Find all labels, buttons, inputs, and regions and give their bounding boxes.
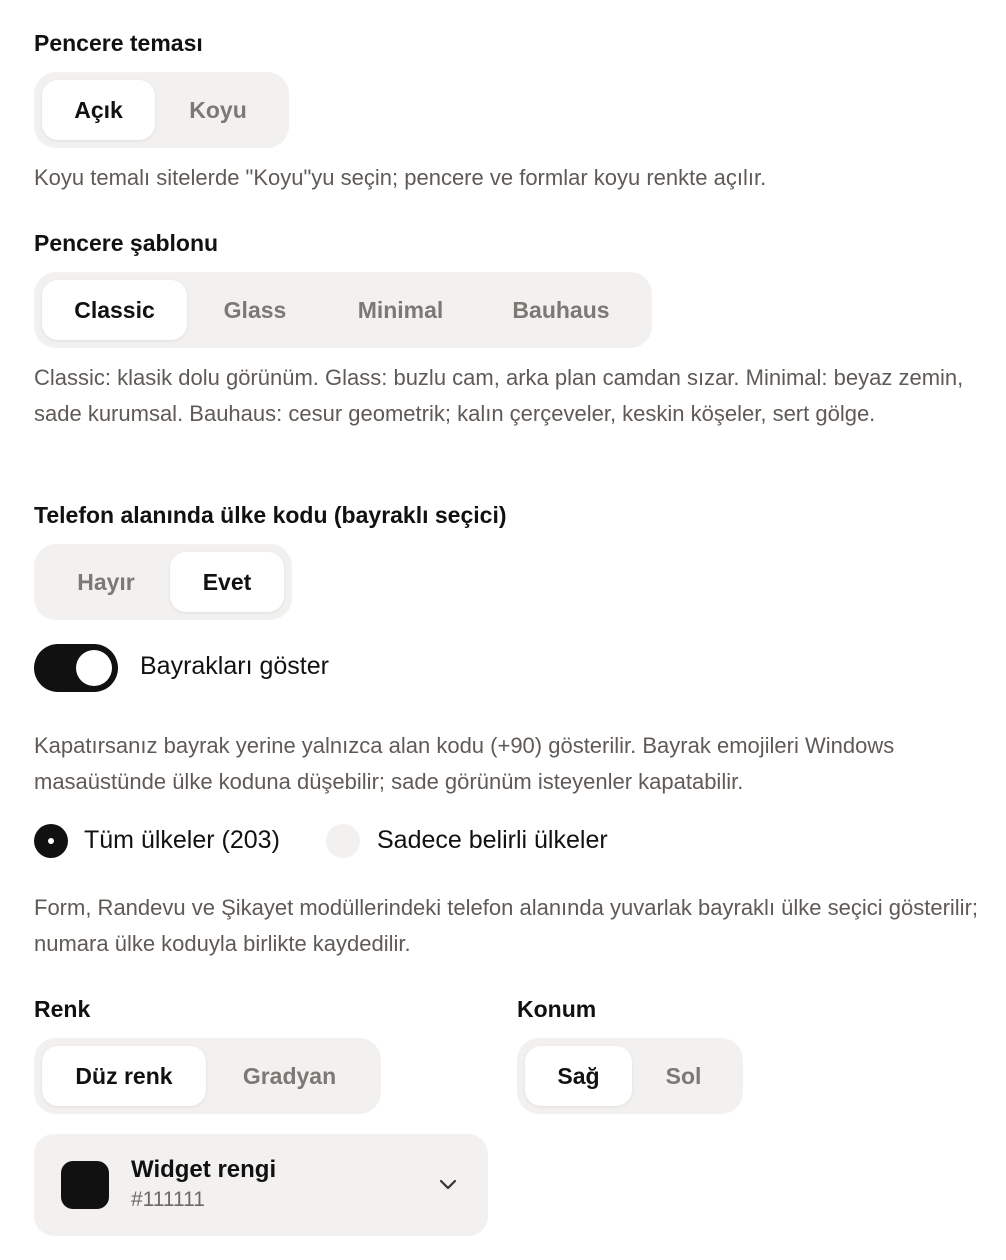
flags-help: Kapatırsanız bayrak yerine yalnızca alan kodu (+90) gösterilir. Bayrak emojileri Windows masaüstünde ülke koduna düşebilir; sade görünüm isteyenler kapatabilir. [34,733,895,794]
phone-help: Form, Randevu ve Şikayet modüllerindeki telefon alanında yuvarlak bayraklı ülke seçici gösterilir; numara ülke koduyla birlikte kaydedilir. [34,895,979,956]
phone-segmented [34,544,292,620]
theme-option-light[interactable]: Açık [42,80,155,140]
color-title: Renk [34,996,91,1022]
widget-color-value: #111111 [131,1188,205,1211]
radio-all-countries[interactable] [34,824,68,858]
color-swatch [61,1161,109,1209]
template-option-glass[interactable]: Glass [223,296,287,323]
phone-title: Telefon alanında ülke kodu (bayraklı seçici) [34,502,507,528]
template-title: Pencere şablonu [34,230,219,256]
template-option-minimal[interactable]: Minimal [357,296,444,323]
flags-toggle[interactable] [34,644,118,692]
template-option-classic[interactable]: Classic [42,280,187,340]
position-option-right[interactable]: Sağ [525,1046,632,1106]
chevron-down-icon[interactable] [438,1174,458,1194]
template-segmented [34,272,652,348]
theme-option-dark[interactable]: Koyu [189,96,247,123]
flags-toggle-label: Bayrakları göster [140,652,329,680]
theme-segmented [34,72,289,148]
color-segmented [34,1038,381,1114]
radio-all-countries-label: Tüm ülkeler (203) [84,826,280,854]
phone-option-yes[interactable]: Evet [170,552,284,612]
theme-help: Koyu temalı sitelerde "Koyu"yu seçin; pencere ve formlar koyu renkte açılır. [34,165,767,190]
toggle-knob [76,650,112,686]
position-option-left[interactable]: Sol [665,1062,702,1089]
color-option-solid[interactable]: Düz renk [42,1046,206,1106]
radio-specific-countries[interactable] [326,824,360,858]
color-option-gradient[interactable]: Gradyan [242,1062,337,1089]
position-title: Konum [517,996,597,1022]
position-segmented [517,1038,743,1114]
theme-title: Pencere teması [34,30,203,56]
widget-color-picker[interactable] [34,1134,488,1236]
radio-specific-countries-label: Sadece belirli ülkeler [377,826,608,854]
template-help: Classic: klasik dolu görünüm. Glass: buzlu cam, arka plan camdan sızar. Minimal: beyaz zemin, sade kurumsal. Bauhaus: cesur geometrik; kalın çerçeveler, keskin köşeler, sert gölge. [34,365,964,426]
phone-option-no[interactable]: Hayır [77,568,135,595]
widget-color-label: Widget rengi [131,1156,277,1183]
template-option-bauhaus[interactable]: Bauhaus [512,296,610,323]
